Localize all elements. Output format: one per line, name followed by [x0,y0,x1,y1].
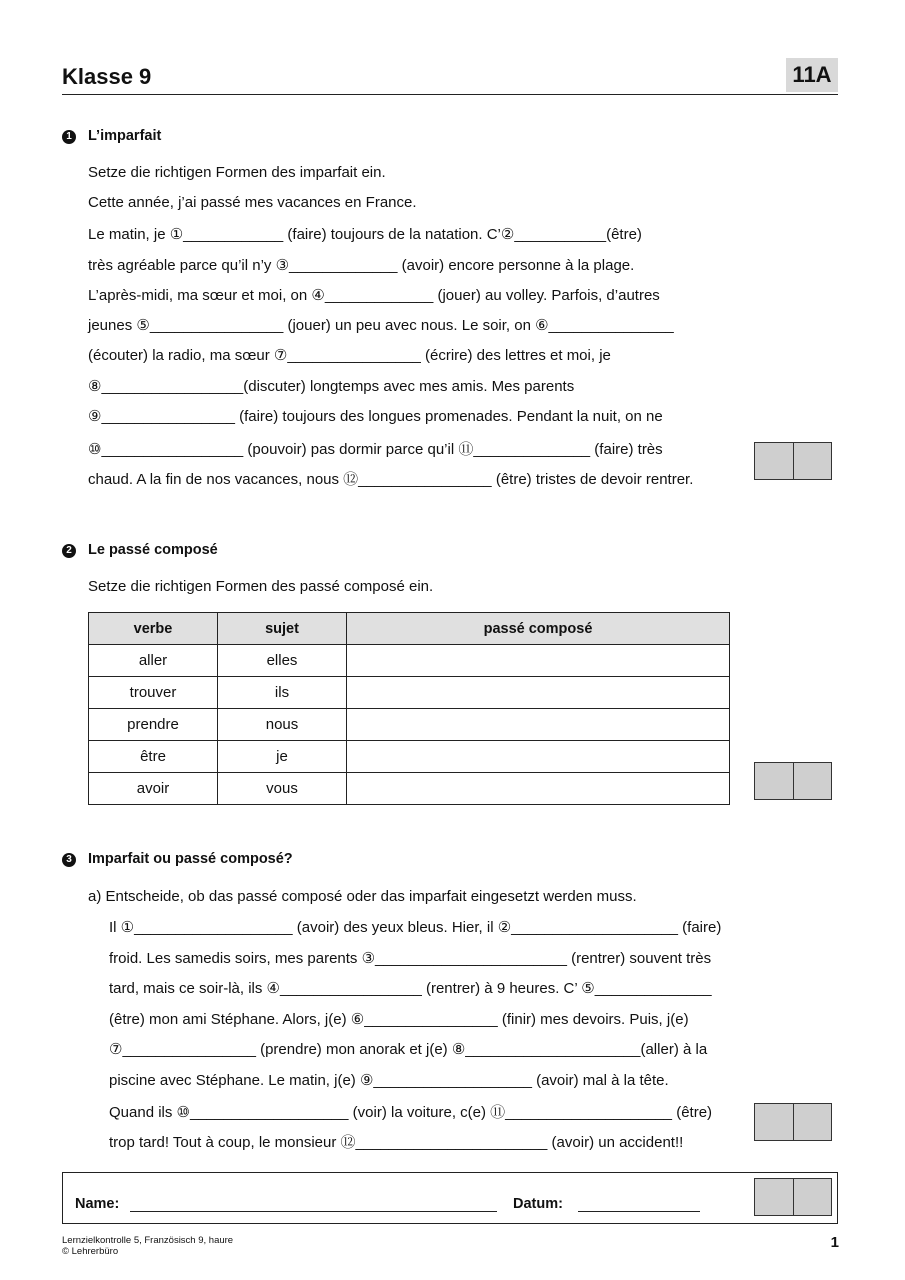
section1-line: (écouter) la radio, ma sœur ⑦________________ (écrire) des lettres et moi, je [88,347,611,364]
section3-line: Quand ils ⑩___________________ (voir) la voiture, c(e) ⑪____________________ (être) [109,1104,713,1121]
credit-line: Lernzielkontrolle 5, Französisch 9, haure [62,1235,234,1246]
subject-cell: vous [218,773,347,805]
section1-line: ⑩_________________ (pouvoir) pas dormir parce qu’il ⑪______________ (faire) très [88,441,663,458]
header-verbe: verbe [89,613,218,645]
answer-cell[interactable] [347,773,730,805]
header-sujet: sujet [218,613,347,645]
subject-cell: elles [218,645,347,677]
header-rule [62,94,838,95]
table-row [89,645,730,677]
section2-number: 2 [62,544,76,558]
table-header-row [89,613,730,645]
answer-cell[interactable] [347,709,730,741]
section3-line: (être) mon ami Stéphane. Alors, j(e) ⑥________________ (finir) mes devoirs. Puis, j(e) [109,1011,689,1028]
name-label: Name: [75,1196,120,1212]
section1-line: L’après-midi, ma sœur et moi, on ④_____________ (jouer) au volley. Parfois, d’autres [88,287,660,304]
verb-cell: être [89,741,218,773]
score-box-section3[interactable] [754,1103,832,1141]
page-title: Klasse 9 [62,64,152,89]
table-row [89,741,730,773]
section1-heading: L’imparfait [88,128,162,144]
score-box-total[interactable] [754,1178,832,1216]
section3-instruction: a) Entscheide, ob das passé composé oder das imparfait eingesetzt werden muss. [88,888,637,905]
subject-cell: nous [218,709,347,741]
copyright-line: © Lehrerbüro [62,1246,119,1257]
section2-instruction: Setze die richtigen Formen des passé composé ein. [88,578,434,595]
section1-line: jeunes ⑤________________ (jouer) un peu avec nous. Le soir, on ⑥_______________ [88,317,674,334]
section3-heading: Imparfait ou passé composé? [88,851,293,867]
header-passe-compose: passé composé [347,613,730,645]
section3-line: tard, mais ce soir-là, ils ④_________________ (rentrer) à 9 heures. C’ ⑤______________ [109,980,712,997]
score-box-section1[interactable] [754,442,832,480]
verb-cell: prendre [89,709,218,741]
section3-line: trop tard! Tout à coup, le monsieur ⑫_______________________ (avoir) un accident!! [109,1134,684,1151]
page-number: 1 [830,1234,839,1251]
section3-line: froid. Les samedis soirs, mes parents ③_______________________ (rentrer) souvent très [109,950,712,967]
verb-cell: aller [89,645,218,677]
answer-cell[interactable] [347,741,730,773]
section3-line: ⑦________________ (prendre) mon anorak et j(e) ⑧_____________________(aller) à la [109,1041,708,1058]
passe-compose-table [88,612,730,805]
subject-cell: ils [218,677,347,709]
name-date-box [62,1172,838,1224]
score-box-section2[interactable] [754,762,832,800]
name-field[interactable] [130,1211,497,1212]
date-label: Datum: [513,1196,563,1212]
table-row [89,773,730,805]
section1-number: 1 [62,130,76,144]
date-field[interactable] [578,1211,700,1212]
subject-cell: je [218,741,347,773]
section1-line: Le matin, je ①____________ (faire) toujours de la natation. C’②___________(être) [88,226,642,243]
table-row [89,709,730,741]
table-row [89,677,730,709]
section1-line: Cette année, j’ai passé mes vacances en France. [88,194,417,211]
verb-cell: trouver [89,677,218,709]
section1-line: très agréable parce qu’il n’y ③_____________ (avoir) encore personne à la plage. [88,257,635,274]
section3-number: 3 [62,853,76,867]
section1-line: Setze die richtigen Formen des imparfait ein. [88,164,386,181]
section1-line: chaud. A la fin de nos vacances, nous ⑫________________ (être) tristes de devoir rentrer. [88,471,694,488]
section2-heading: Le passé composé [88,542,218,558]
section1-line: ⑨________________ (faire) toujours des longues promenades. Pendant la nuit, on ne [88,408,663,425]
section3-line: piscine avec Stéphane. Le matin, j(e) ⑨___________________ (avoir) mal à la tête. [109,1072,669,1089]
section1-line: ⑧_________________(discuter) longtemps avec mes amis. Mes parents [88,378,575,395]
unit-badge: 11A [786,58,838,92]
answer-cell[interactable] [347,677,730,709]
section3-line: Il ①___________________ (avoir) des yeux bleus. Hier, il ②____________________ (faire) [109,919,722,936]
verb-cell: avoir [89,773,218,805]
answer-cell[interactable] [347,645,730,677]
